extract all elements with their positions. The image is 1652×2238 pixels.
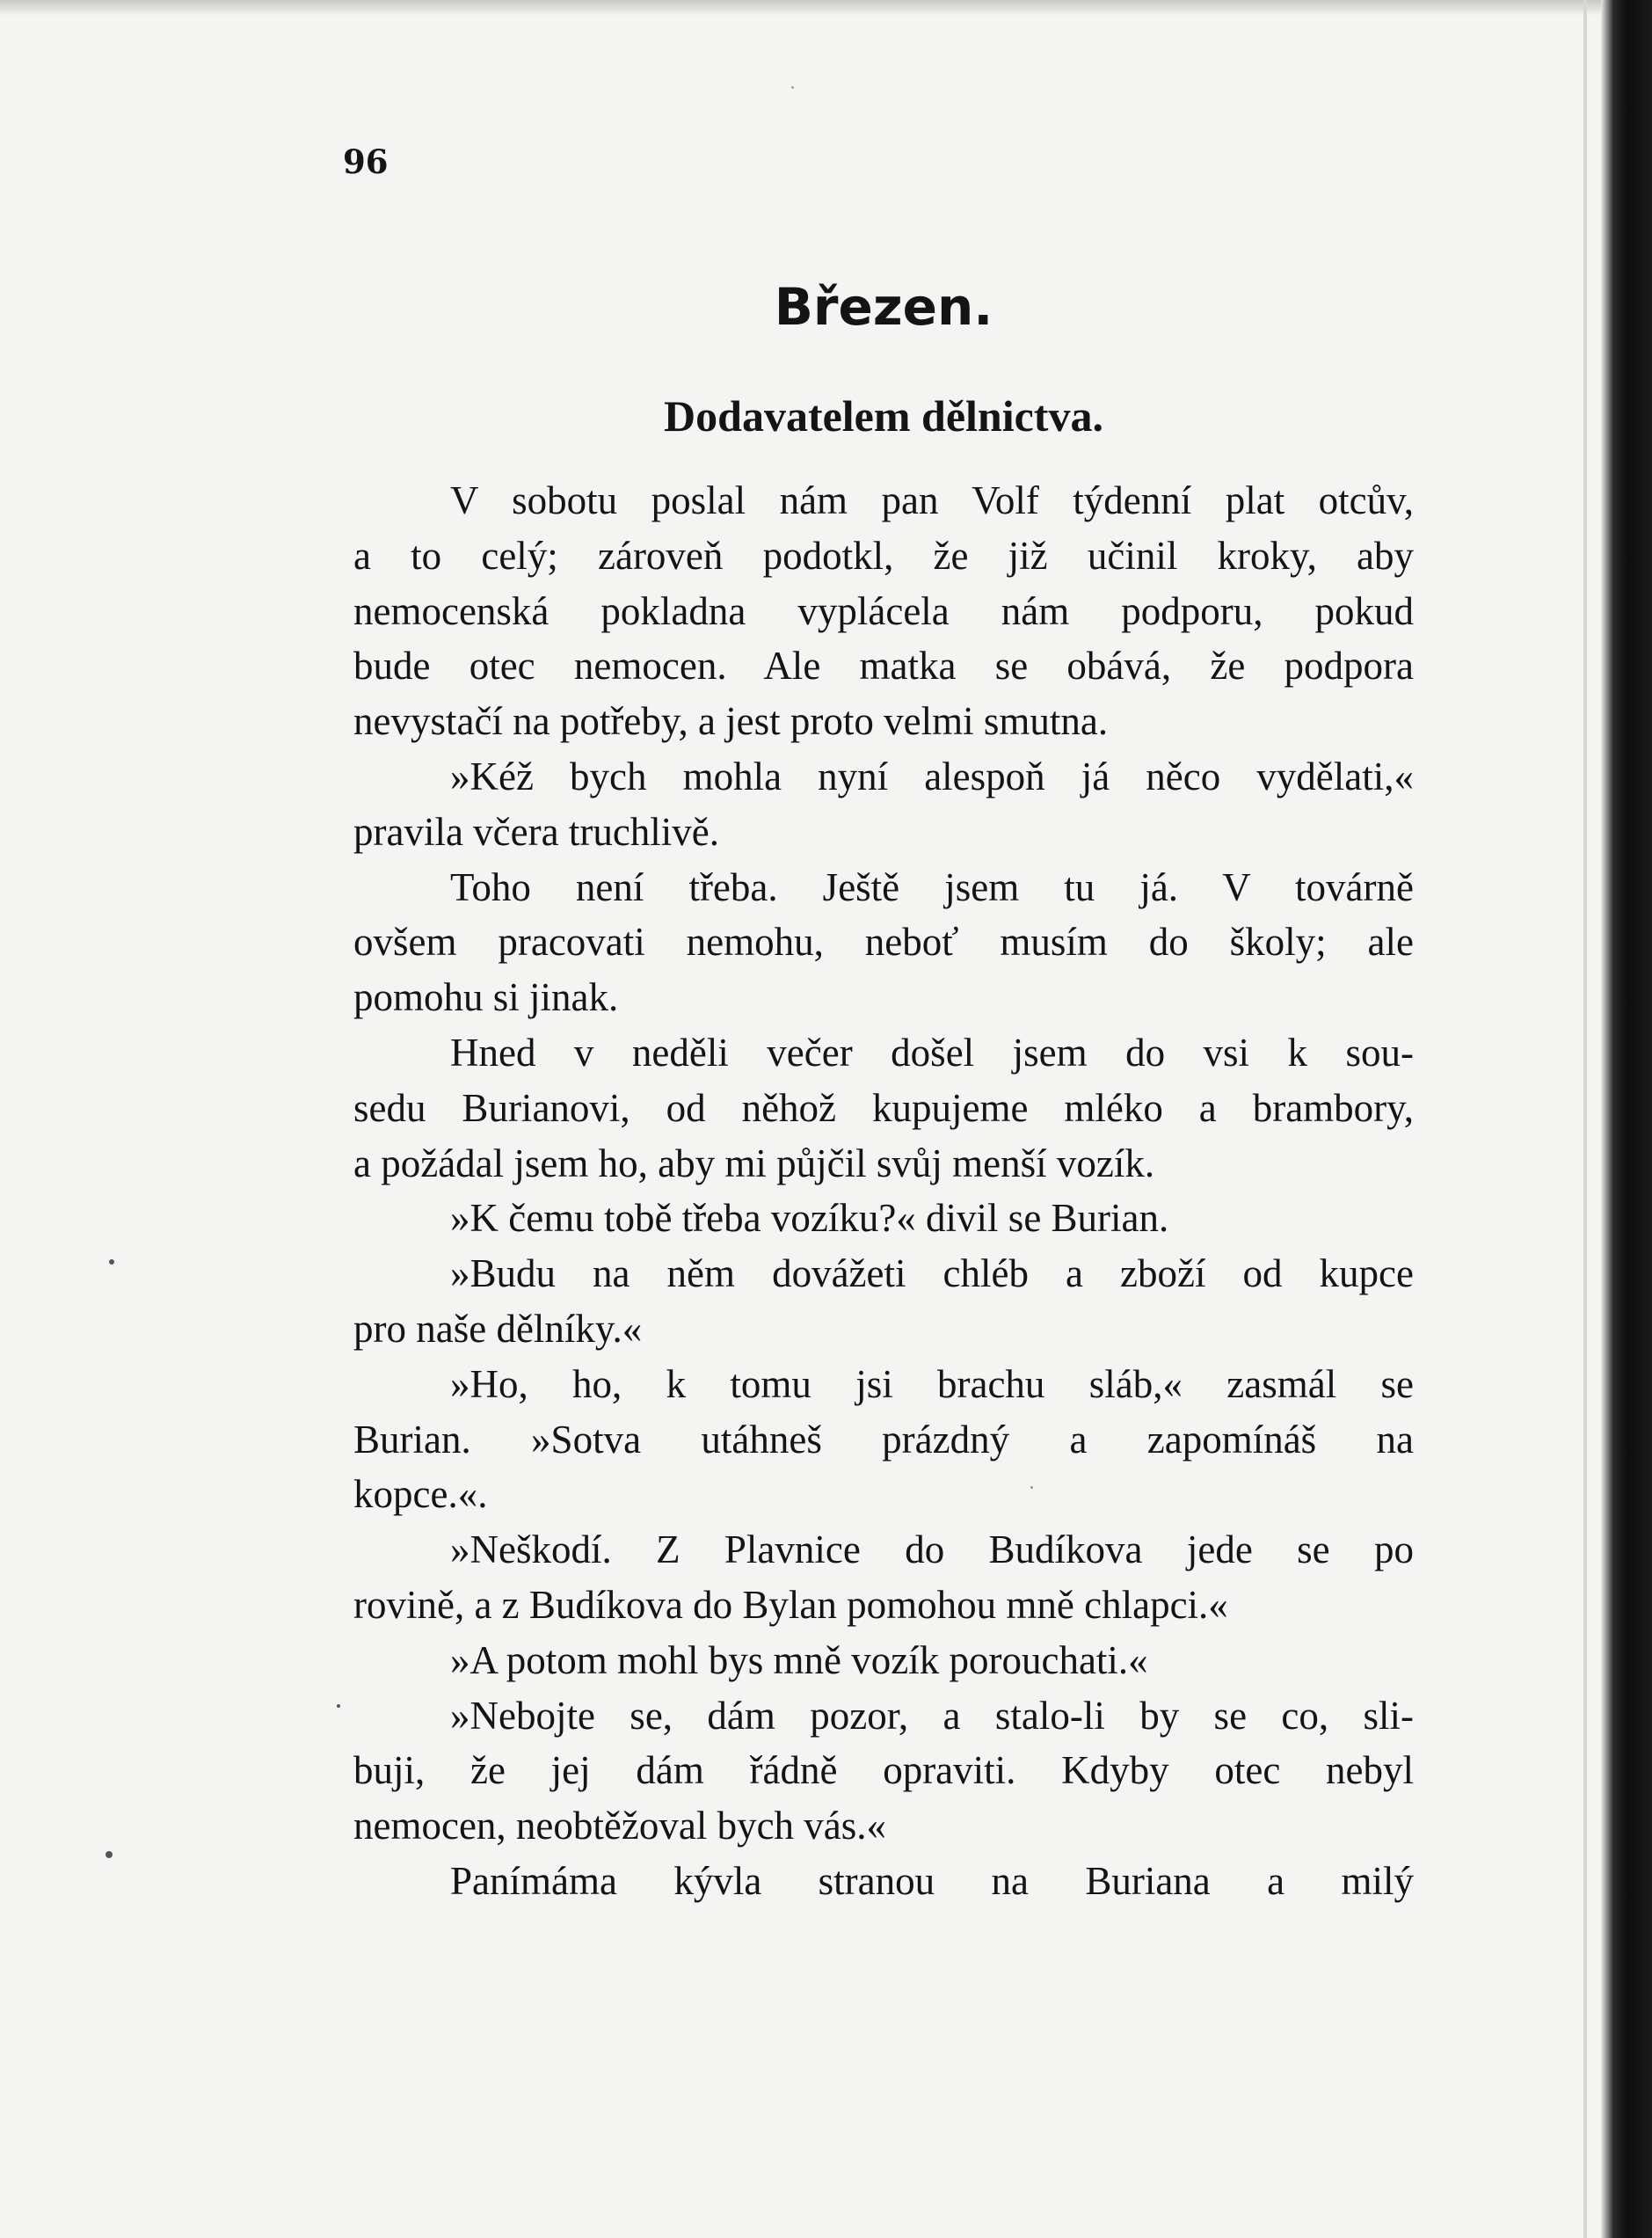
text-line: Hned v neděli večer došel jsem do vsi k sou- <box>450 1030 1414 1075</box>
text-line: nemocen, neobtěžoval bych vás.« <box>353 1804 887 1848</box>
text-line: a požádal jsem ho, aby mi půjčil svůj menší vozík. <box>353 1141 1155 1185</box>
text-line: »Kéž bych mohla nyní alespoň já něco vydělati,« <box>450 754 1414 798</box>
text-line: rovině, a z Budíkova do Bylan pomohou mně chlapci.« <box>353 1582 1228 1627</box>
text-line: buji, že jej dám řádně opraviti. Kdyby otec nebyl <box>353 1748 1414 1793</box>
dust-speck <box>791 86 794 89</box>
body-text <box>353 473 1414 1909</box>
dust-speck <box>106 1851 113 1858</box>
text-line: »Nebojte se, dám pozor, a stalo-li by se co, sli- <box>450 1693 1414 1738</box>
chapter-title: Březen. <box>774 277 993 337</box>
text-line: sedu Burianovi, od něhož kupujeme mléko a brambory, <box>353 1085 1414 1130</box>
text-line: nemocenská pokladna vyplácela nám podporu, pokud <box>353 588 1414 633</box>
scan-top-shadow <box>0 0 1601 16</box>
dust-speck <box>109 1259 114 1265</box>
text-line: ovšem pracovati nemohu, neboť musím do školy; ale <box>353 920 1414 965</box>
text-line: a to celý; zároveň podotkl, že již učinil kroky, aby <box>353 533 1414 578</box>
section-title: Dodavatelem dělnictva. <box>664 391 1103 441</box>
text-line: pro naše dělníky.« <box>353 1306 643 1351</box>
text-line: bude otec nemocen. Ale matka se obává, že podpora <box>353 644 1414 689</box>
page-number: 96 <box>343 142 389 181</box>
text-line: »A potom mohl bys mně vozík porouchati.« <box>450 1637 1148 1682</box>
text-line: »K čemu tobě třeba vozíku?« divil se Burian. <box>450 1196 1169 1241</box>
text-line: pravila včera truchlivě. <box>353 809 720 854</box>
text-line: »Neškodí. Z Plavnice do Budíkova jede se po <box>450 1527 1414 1572</box>
text-line: »Ho, ho, k tomu jsi brachu sláb,« zasmál se <box>450 1361 1414 1406</box>
text-line: Burian. »Sotva utáhneš prázdný a zapomínáš na <box>353 1417 1414 1462</box>
dust-speck <box>1030 1486 1033 1489</box>
text-line: kopce.«. <box>353 1472 488 1517</box>
text-line: V sobotu poslal nám pan Volf týdenní plat otcův, <box>450 478 1414 522</box>
text-line: nevystačí na potřeby, a jest proto velmi smutna. <box>353 699 1109 744</box>
text-line: Panímáma kývla stranou na Buriana a milý <box>450 1858 1414 1903</box>
text-line: pomohu si jinak. <box>353 975 619 1020</box>
text-line: »Budu na něm dovážeti chléb a zboží od kupce <box>450 1251 1414 1296</box>
dust-speck <box>337 1704 340 1708</box>
text-line: Toho není třeba. Ještě jsem tu já. V továrně <box>450 864 1414 909</box>
